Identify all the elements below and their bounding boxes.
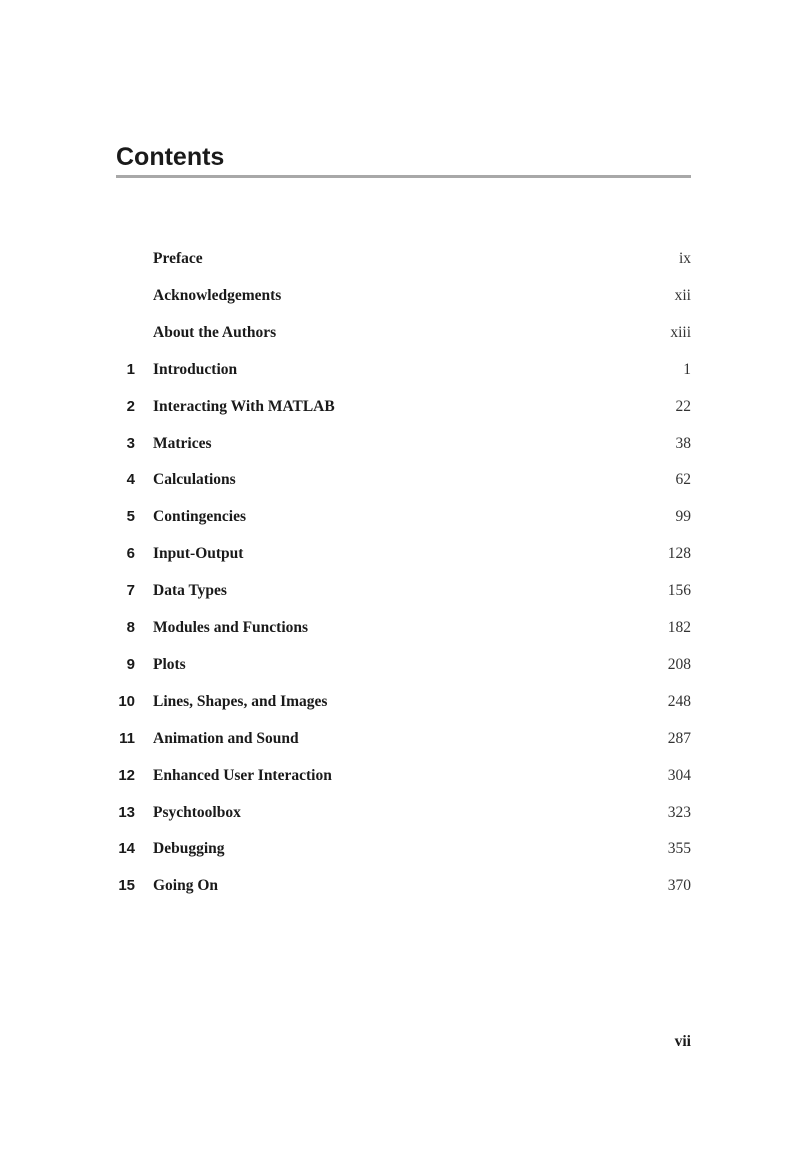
toc-entry[interactable] (112, 690, 691, 714)
toc-entry-number: 9 (126, 655, 135, 673)
toc-entry-title: Data Types (153, 582, 227, 600)
toc-entry[interactable] (112, 727, 691, 751)
toc-entry-page: 99 (675, 508, 691, 526)
toc-entry-page: 304 (667, 766, 691, 784)
toc-entry-title: Preface (153, 250, 203, 267)
toc-entry-title: Animation and Sound (153, 729, 299, 747)
toc-entry[interactable] (112, 801, 691, 825)
toc-entry-title: Introduction (153, 360, 238, 378)
toc-entry-number: 7 (126, 582, 135, 600)
toc-entry-page: 287 (667, 729, 691, 747)
toc-entry-title: Interacting With MATLAB (153, 397, 335, 415)
toc-entry-page: 1 (683, 360, 691, 378)
toc-entry-page: 62 (675, 471, 691, 489)
toc-entry[interactable] (112, 579, 691, 603)
toc-entry-number: 14 (118, 840, 135, 858)
toc-entry[interactable] (112, 616, 691, 640)
toc-entry-number: 5 (126, 508, 135, 526)
page-title: Contents (116, 143, 225, 171)
toc-entry-title: Acknowledgements (153, 286, 282, 304)
toc-entry-number: 15 (118, 877, 135, 895)
toc-entry-number: 12 (118, 766, 135, 784)
toc-entry-title: Input-Output (153, 545, 244, 563)
toc-entry-title: Going On (153, 877, 219, 895)
toc-entry[interactable] (112, 321, 691, 345)
toc-entry[interactable] (112, 284, 691, 308)
toc-entry-number: 6 (126, 545, 135, 563)
page-number: vii (674, 1033, 691, 1050)
toc-entry-number: 1 (126, 360, 135, 378)
toc-entry-page: xii (674, 286, 691, 304)
toc-entry-number: 4 (126, 471, 135, 489)
toc-entry-title: Contingencies (153, 508, 246, 526)
toc-entry-title: Debugging (153, 840, 225, 858)
toc-entry-title: About the Authors (153, 323, 277, 341)
toc-entry[interactable] (112, 874, 691, 898)
toc-entry-page: xiii (670, 323, 691, 341)
toc-entry-page: 208 (667, 655, 691, 673)
toc-entry-page: 38 (675, 434, 691, 452)
toc-entry-number: 2 (126, 397, 135, 415)
toc-entry-page: 323 (667, 803, 691, 821)
toc-entry-page: 370 (667, 877, 691, 895)
toc-entry[interactable] (112, 432, 691, 456)
toc-entry[interactable] (112, 395, 691, 419)
toc-entry-title: Matrices (153, 434, 212, 452)
toc-entry-title: Calculations (153, 471, 236, 489)
toc-entry-title: Lines, Shapes, and Images (153, 692, 328, 710)
toc-entry-page: 128 (667, 545, 691, 563)
toc-entry-page: 355 (667, 840, 691, 858)
toc-entry[interactable] (112, 542, 691, 566)
toc-entry-title: Psychtoolbox (153, 803, 241, 821)
toc-entry[interactable] (112, 653, 691, 677)
toc-entry-page: 182 (667, 619, 691, 636)
title-underline-rule (116, 175, 691, 178)
toc-entry[interactable] (112, 468, 691, 492)
toc-entry-page: 22 (675, 397, 691, 415)
toc-entry[interactable] (112, 247, 691, 271)
toc-entry-number: 13 (118, 803, 135, 821)
toc-entry-page: 248 (667, 692, 691, 710)
toc-entry[interactable] (112, 764, 691, 788)
toc-entry-number: 8 (126, 619, 135, 636)
toc-entry[interactable] (112, 837, 691, 861)
toc-entry[interactable] (112, 505, 691, 529)
toc-entry-number: 11 (119, 729, 135, 747)
toc-entry-title: Modules and Functions (153, 619, 309, 636)
toc-entry[interactable] (112, 358, 691, 382)
toc-entry-number: 3 (126, 434, 135, 452)
toc-entry-number: 10 (118, 692, 135, 710)
toc-entry-title: Plots (153, 655, 186, 673)
toc-entry-title: Enhanced User Interaction (153, 766, 332, 784)
toc-entry-page: 156 (667, 582, 691, 600)
toc-entry-page: ix (678, 250, 691, 267)
